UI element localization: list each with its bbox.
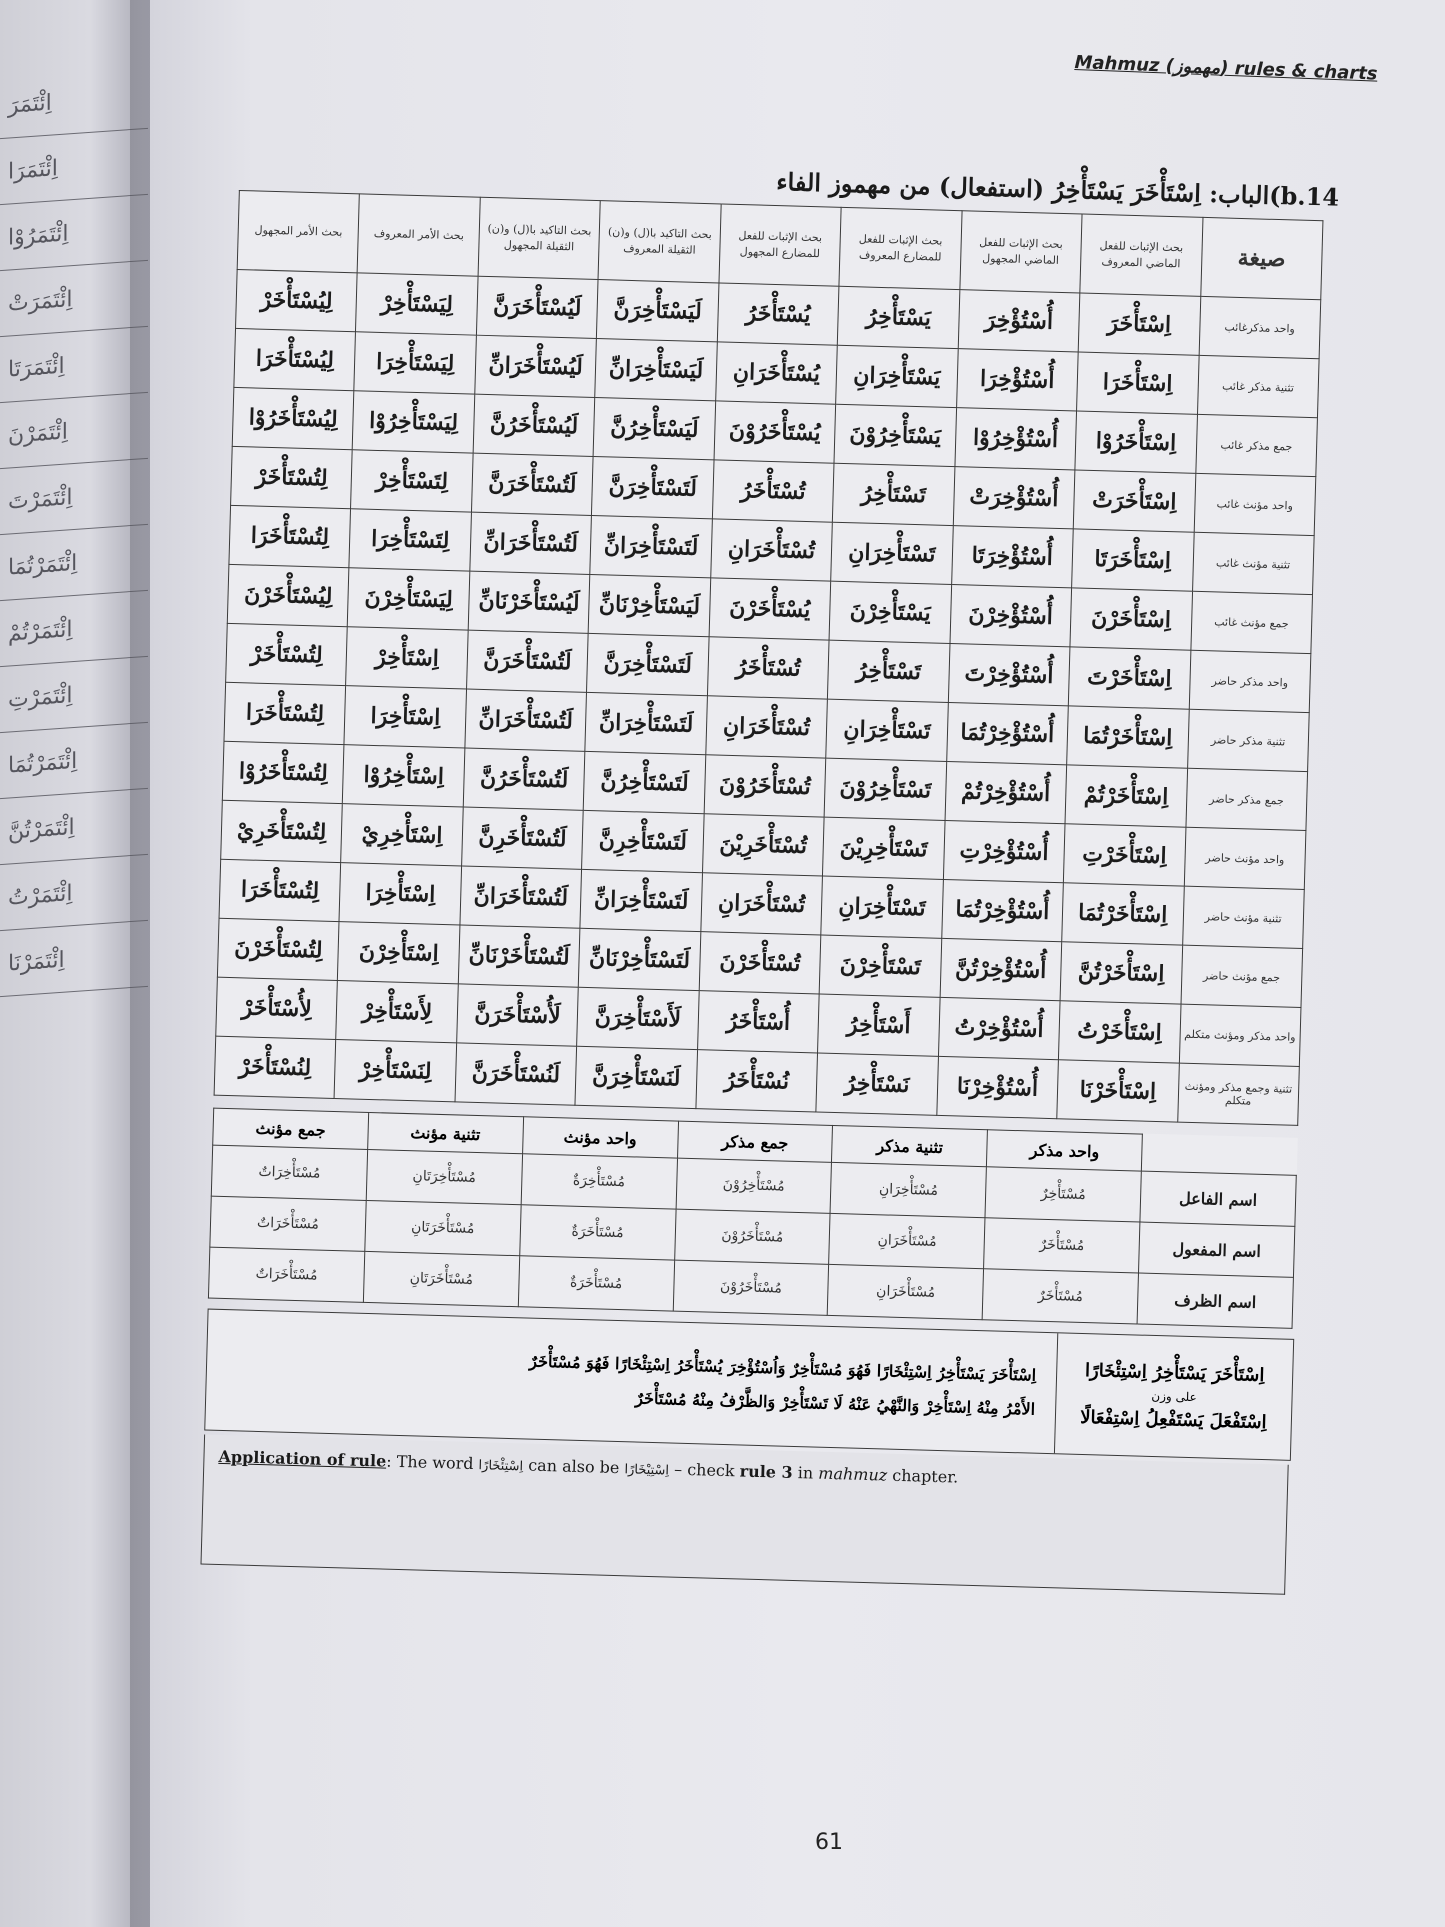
conjugation-cell: تُسْتَأْخَرَانِ: [706, 696, 828, 758]
ala-wazn: على وزن: [1151, 1388, 1197, 1405]
conjugation-cell: اِسْتَأْخَرْتِ: [1063, 824, 1185, 886]
conjugation-cell: لِتُسْتَأْخَرَا: [224, 682, 346, 744]
left-page-word: اِئْتَمَرْتُمَا: [0, 527, 148, 601]
left-page-word: اِئْتَمَرَتْ: [0, 263, 148, 337]
noun-table: [208, 1108, 1298, 1329]
summary-box: [204, 1309, 1294, 1461]
conjugation-cell: تُسْتَأْخَرَانِ: [710, 519, 832, 581]
left-page-word: اِئْتَمَرْنَ: [0, 395, 148, 469]
conjugation-cell: تَسْتَأْخِرِيْنَ: [823, 817, 945, 879]
rule-text-4: in: [797, 1463, 814, 1483]
conjugation-cell: أُسْتُؤْخِرَتَا: [951, 526, 1073, 588]
rule-arabic-2: اِسْتِيْخَارًا: [624, 1462, 670, 1479]
conjugation-cell: لَتُسْتَأْخَرْنَانِّ: [458, 925, 580, 987]
conjugation-cell: اِسْتَأْخِرُوْا: [343, 745, 465, 807]
column-header: بحث الأمر المجهول: [237, 190, 360, 272]
row-label: تثنية مذكر غائب: [1197, 355, 1319, 417]
conjugation-cell: أُسْتُؤْخِرْتُمَا: [946, 702, 1068, 764]
conjugation-cell: لِنُسْتَأْخَرْ: [214, 1036, 336, 1098]
row-label: اسم المفعول: [1139, 1222, 1295, 1277]
conjugation-cell: لِيُسْتَأْخَرُوْا: [232, 387, 354, 449]
conjugation-cell: اِسْتَأْخِرْنَ: [338, 922, 460, 984]
conjugation-cell: لَيُسْتَأْخَرُنَّ: [473, 394, 595, 456]
column-header: بحث الإثبات للفعل الماضي المعروف: [1080, 214, 1203, 296]
conjugation-cell: لِيُسْتَأْخَرْنَ: [227, 564, 349, 626]
row-label: جمع مذكر حاضر: [1185, 768, 1307, 830]
rule-bold: rule 3: [739, 1461, 793, 1482]
conjugation-cell: لَتَسْتَأْخِرَانِّ: [585, 692, 707, 754]
conjugation-cell: أُسْتُؤْخِرَ: [958, 290, 1080, 352]
conjugation-cell: لِيُسْتَأْخَرْ: [236, 269, 358, 331]
conjugation-cell: لَيَسْتَأْخِرَانِّ: [595, 339, 717, 401]
column-header: واحد مذكر: [987, 1130, 1143, 1171]
conjugation-cell: تَسْتَأْخِرَانِ: [831, 522, 953, 584]
conjugation-cell: اِسْتَأْخَرْتُمَا: [1062, 883, 1184, 945]
conjugation-cell: لِأُسْتَأْخَرْ: [216, 977, 338, 1039]
conjugation-cell: اِسْتَأْخَرُوْا: [1075, 411, 1197, 473]
conjugation-cell: لِيَسْتَأْخِرَا: [354, 332, 476, 394]
left-page-word: اِئْتَمَرْتُمَا: [0, 725, 148, 799]
conjugation-cell: لَتُسْتَأْخَرِنَّ: [461, 807, 583, 869]
conjugation-cell: لَتُسْتَأْخَرَنَّ: [466, 630, 588, 692]
conjugation-cell: يَسْتَأْخِرُ: [837, 286, 959, 348]
conjugation-cell: اِسْتَأْخَرْتُ: [1058, 1001, 1180, 1063]
conjugation-cell: أُسْتُؤْخِرَتْ: [953, 467, 1075, 529]
conjugation-cell: اِسْتَأْخِرِيْ: [341, 804, 463, 866]
book-page: [150, 0, 1445, 1927]
left-page-word: اِئْتَمَرْتِ: [0, 659, 148, 733]
conjugation-cell: لِتُسْتَأْخَرُوْا: [222, 741, 344, 803]
conjugation-cell: لَتُسْتَأْخَرَانِّ: [470, 512, 592, 574]
conjugation-cell: أُسْتَأْخَرُ: [697, 991, 819, 1053]
conjugation-cell: اِسْتَأْخَرْتُنَّ: [1060, 942, 1182, 1004]
conjugation-cell: لَتُسْتَأْخَرَانِّ: [465, 689, 587, 751]
left-page-word: اِئْتَمَرَا: [0, 131, 148, 205]
conjugation-cell: اِسْتَأْخِرَا: [344, 686, 466, 748]
conjugation-cell: لَتَسْتَأْخِرْنَانِّ: [579, 928, 701, 990]
column-header: صيغة: [1200, 217, 1323, 299]
row-label: واحد مذكر ومؤنث متكلم: [1179, 1004, 1301, 1066]
row-label: واحد مؤنث حاضر: [1184, 827, 1306, 889]
noun-cell: مُسْتَأْخَرَاتٌ: [208, 1247, 364, 1302]
conjugation-cell: أُسْتُؤْخِرَا: [956, 349, 1078, 411]
conjugation-cell: لِأَسْتَأْخِرْ: [336, 981, 458, 1043]
conjugation-cell: تَسْتَأْخِرْنَ: [819, 935, 941, 997]
conjugation-cell: لَأُسْتَأْخَرَنَّ: [457, 984, 579, 1046]
noun-cell: مُسْتَأْخَرُوْنَ: [673, 1260, 829, 1315]
noun-cell: مُسْتَأْخِرُوْنَ: [676, 1158, 832, 1213]
conjugation-cell: اِسْتَأْخَرَ: [1078, 293, 1200, 355]
noun-cell: مُسْتَأْخَرٌ: [982, 1269, 1138, 1324]
conjugation-cell: لَتَسْتَأْخِرَنَّ: [592, 456, 714, 518]
conjugation-cell: تُسْتَأْخَرُ: [707, 637, 829, 699]
conjugation-cell: لِتُسْتَأْخَرَا: [219, 859, 341, 921]
row-label: واحد مذكرغائب: [1199, 296, 1321, 358]
column-header: تثنية مؤنث: [367, 1112, 523, 1153]
column-header: بحث التاكيد با(ل) و(ن) الثقيلة المعروف: [598, 201, 721, 283]
row-label: واحد مذكر حاضر: [1189, 650, 1311, 712]
column-header: بحث الأمر المعروف: [358, 194, 481, 276]
conjugation-cell: نَسْتَأْخِرُ: [816, 1053, 938, 1115]
noun-cell: مُسْتَأْخِرَةٌ: [521, 1154, 677, 1209]
wazn-pattern: اِسْتَفْعَلَ يَسْتَفْعِلُ اِسْتِفْعَالًا: [1079, 1406, 1267, 1434]
row-label: تثنية مذكر حاضر: [1187, 709, 1309, 771]
conjugation-cell: أُسْتُؤْخِرْتُ: [938, 997, 1060, 1059]
conjugation-cell: لَيَسْتَأْخِرْنَانِّ: [588, 574, 710, 636]
conjugation-cell: اِسْتَأْخَرَتْ: [1073, 470, 1195, 532]
column-header: جمع مذكر: [677, 1121, 833, 1162]
conjugation-cell: اِسْتَأْخَرْتُمَا: [1067, 706, 1189, 768]
conjugation-cell: لِيَسْتَأْخِرْ: [356, 273, 478, 335]
conjugation-cell: تُسْتَأْخَرِيْنَ: [702, 814, 824, 876]
conjugation-cell: تَسْتَأْخِرُوْنَ: [824, 758, 946, 820]
conjugation-cell: يُسْتَأْخَرُوْنَ: [714, 401, 836, 463]
conjugation-cell: تُسْتَأْخَرْنَ: [699, 932, 821, 994]
noun-cell: مُسْتَأْخَرَانِ: [828, 1264, 984, 1319]
conjugation-cell: لِتُسْتَأْخَرْنَ: [217, 918, 339, 980]
left-page-word: اِئْتَمَرَ: [0, 65, 148, 139]
row-label: تثنية مؤنث حاضر: [1182, 886, 1304, 948]
conjugation-cell: أُسْتُؤْخِرْتَ: [948, 644, 1070, 706]
noun-cell: مُسْتَأْخَرَتَانِ: [363, 1251, 519, 1306]
left-page-words: [0, 0, 150, 1600]
noun-cell: مُسْتَأْخَرَةٌ: [518, 1256, 674, 1311]
conjugation-cell: لِتَسْتَأْخِرْ: [351, 450, 473, 512]
left-page-word: اِئْتَمَرْتُ: [0, 857, 148, 931]
column-header: بحث الإثبات للفعل الماضي المجهول: [960, 211, 1083, 293]
conjugation-cell: أُسْتُؤْخِرْنَا: [936, 1056, 1058, 1118]
conjugation-cell: تَسْتَأْخِرَانِ: [826, 699, 948, 761]
noun-cell: مُسْتَأْخَرَتَانِ: [365, 1200, 521, 1255]
chapter-title: 14.b)الباب: اِسْتَأْخَرَ يَسْتَأْخِرُ (استفعال) من مهموز الفاء: [775, 166, 1340, 212]
noun-cell: مُسْتَأْخِرَتَانِ: [366, 1149, 522, 1204]
page-content: [200, 150, 1339, 1595]
left-page-word: اِئْتَمَرْتُنَّ: [0, 791, 148, 865]
column-header: جمع مؤنث: [213, 1108, 369, 1149]
conjugation-cell: لَتَسْتَأْخِرَنَّ: [587, 633, 709, 695]
conjugation-cell: يُسْتَأْخَرَانِ: [715, 342, 837, 404]
conjugation-cell: أُسْتُؤْخِرُوْا: [955, 408, 1077, 470]
conjugation-cell: اِسْتَأْخَرْنَا: [1057, 1060, 1179, 1122]
conjugation-cell: أُسْتُؤْخِرْتُنَّ: [940, 938, 1062, 1000]
conjugation-cell: لِيَسْتَأْخِرُوْا: [353, 391, 475, 453]
conjugation-cell: لِتَسْتَأْخِرَا: [349, 509, 471, 571]
conjugation-cell: أُسْتُؤْخِرْتُمَا: [941, 879, 1063, 941]
conjugation-cell: تُسْتَأْخَرُ: [712, 460, 834, 522]
noun-cell: مُسْتَأْخِرَانِ: [830, 1162, 986, 1217]
conjugation-cell: اِسْتَأْخَرْتَ: [1068, 647, 1190, 709]
conjugation-cell: لِتُسْتَأْخَرْ: [231, 446, 353, 508]
conjugation-cell: أُسْتُؤْخِرْتُمْ: [945, 761, 1067, 823]
conjugation-cell: يُسْتَأْخَرْنَ: [709, 578, 831, 640]
column-header: بحث الإثبات للفعل للمضارع المعروف: [839, 207, 962, 289]
summary-line-2: الأَمْرُ مِنْهُ اِسْتَأْخِرْ وَالنَّهْيُ عَنْهُ لَا تَسْتَأْخِرْ وَالظَّرْفُ مِنْهُ مُسْتَأْخَرٌ: [635, 1388, 1036, 1419]
conjugation-cell: أُسْتُؤْخِرْتِ: [943, 820, 1065, 882]
conjugation-cell: لِتُسْتَأْخَرْ: [226, 623, 348, 685]
row-label: جمع مؤنث حاضر: [1181, 945, 1303, 1007]
conjugation-cell: لَنَسْتَأْخِرَنَّ: [575, 1046, 697, 1108]
noun-cell: مُسْتَأْخَرٌ: [984, 1218, 1140, 1273]
column-header: واحد مؤنث: [522, 1117, 678, 1158]
running-title: Mahmuz (مهموز) rules & charts: [1074, 52, 1378, 85]
conjugation-cell: لَتَسْتَأْخِرِنَّ: [582, 810, 704, 872]
conjugation-cell: تَسْتَأْخِرُ: [828, 640, 950, 702]
conjugation-cell: تَسْتَأْخِرَانِ: [821, 876, 943, 938]
column-header: بحث التاكيد با(ل) و(ن) الثقيلة المجهول: [478, 197, 601, 279]
conjugation-cell: اِسْتَأْخَرْتُمْ: [1065, 765, 1187, 827]
noun-cell: مُسْتَأْخَرَانِ: [829, 1213, 985, 1268]
conjugation-cell: لَتُسْتَأْخَرُنَّ: [463, 748, 585, 810]
conjugation-cell: لَنُسْتَأْخَرَنَّ: [455, 1043, 577, 1105]
conjugation-cell: أَسْتَأْخِرُ: [818, 994, 940, 1056]
left-page-word: اِئْتَمَرْنَا: [0, 923, 148, 997]
conjugation-cell: لَتُسْتَأْخَرَانِّ: [460, 866, 582, 928]
rule-text-1: : The word: [386, 1451, 474, 1474]
conjugation-cell: أُسْتُؤْخِرْنَ: [950, 585, 1072, 647]
column-header: تثنية مذكر: [832, 1125, 988, 1166]
conjugation-cell: يَسْتَأْخِرَانِ: [836, 345, 958, 407]
blank-header: [1141, 1134, 1297, 1175]
column-header: بحث الإثبات للفعل للمضارع المجهول: [719, 204, 842, 286]
row-label: جمع مؤنث غائب: [1190, 591, 1312, 653]
noun-cell: مُسْتَأْخَرُوْنَ: [674, 1209, 830, 1264]
conjugation-cell: لِتُسْتَأْخَرِيْ: [221, 800, 343, 862]
rule-box: [200, 1434, 1288, 1594]
left-page-word: اِئْتَمَرْتُمْ: [0, 593, 148, 667]
row-label: تثنية مؤنث غائب: [1192, 532, 1314, 594]
rule-italic: mahmuz: [818, 1463, 888, 1485]
row-label: اسم الفاعل: [1140, 1171, 1296, 1226]
conjugation-cell: لِيُسْتَأْخَرَا: [234, 328, 356, 390]
conjugation-cell: لَتُسْتَأْخَرَنَّ: [471, 453, 593, 515]
conjugation-cell: تُسْتَأْخَرُوْنَ: [704, 755, 826, 817]
conjugation-cell: لِيَسْتَأْخِرْنَ: [348, 568, 470, 630]
noun-cell: مُسْتَأْخِرَاتٌ: [211, 1145, 367, 1200]
rule-arabic-1: اِسْتِئْخَارًا: [478, 1458, 524, 1475]
conjugation-cell: لَيَسْتَأْخِرُنَّ: [593, 398, 715, 460]
conjugation-cell: اِسْتَأْخِرَا: [339, 863, 461, 925]
summary-text: [205, 1310, 1057, 1454]
rule-text-2: can also be: [527, 1455, 620, 1478]
rule-text-5: chapter.: [892, 1465, 959, 1487]
noun-cell: مُسْتَأْخَرَاتٌ: [210, 1196, 366, 1251]
row-label: تثنية وجمع مذكر ومؤنث متكلم: [1177, 1063, 1299, 1125]
row-label: جمع مذكر غائب: [1195, 414, 1317, 476]
summary-line-1: اِسْتَأْخَرَ يَسْتَأْخِرُ اِسْتِئْخَارًا فَهُوَ مُسْتَأْخِرٌ وَاُسْتُؤْخِرَ يُسْتَأْخَرُ اِسْتِئْخَارًا فَهُوَ مُسْتَأْخَرٌ: [529, 1351, 1037, 1385]
conjugation-cell: نُسْتَأْخَرُ: [696, 1050, 818, 1112]
conjugation-cell: يَسْتَأْخِرْنَ: [829, 581, 951, 643]
conjugation-cell: لَأَسْتَأْخِرَنَّ: [577, 987, 699, 1049]
conjugation-cell: لِتُسْتَأْخَرَا: [229, 505, 351, 567]
left-page-word: اِئْتَمَرَتَا: [0, 329, 148, 403]
conjugation-cell: لَيَسْتَأْخِرَنَّ: [597, 280, 719, 342]
conjugation-cell: اِسْتَأْخَرَتَا: [1072, 529, 1194, 591]
conjugation-cell: لِنَسْتَأْخِرْ: [334, 1040, 456, 1102]
conjugation-cell: اِسْتَأْخَرْنَ: [1070, 588, 1192, 650]
conjugation-cell: لَتَسْتَأْخِرَانِّ: [590, 515, 712, 577]
conjugation-cell: لَتَسْتَأْخِرَانِّ: [580, 869, 702, 931]
page-number: 61: [815, 1830, 843, 1855]
conjugation-table: [214, 190, 1324, 1126]
conjugation-cell: لَتَسْتَأْخِرُنَّ: [584, 751, 706, 813]
noun-cell: مُسْتَأْخِرٌ: [985, 1167, 1141, 1222]
noun-cell: مُسْتَأْخَرَةٌ: [519, 1205, 675, 1260]
conjugation-cell: يَسْتَأْخِرُوْنَ: [834, 404, 956, 466]
conjugation-cell: يُسْتَأْخَرُ: [717, 283, 839, 345]
rule-label: Application of rule: [218, 1446, 387, 1471]
rule-text-3: – check: [668, 1459, 735, 1481]
conjugation-cell: تُسْتَأْخَرَانِ: [701, 873, 823, 935]
conjugation-cell: اِسْتَأْخَرَا: [1077, 352, 1199, 414]
conjugation-cell: تَسْتَأْخِرُ: [833, 463, 955, 525]
row-label: اسم الظرف: [1137, 1273, 1293, 1328]
verb-forms: اِسْتَأْخَرَ يَسْتَأْخِرُ اِسْتِئْخَارًا: [1084, 1360, 1265, 1387]
conjugation-cell: لَيُسْتَأْخَرَنَّ: [476, 276, 598, 338]
conjugation-cell: لَيُسْتَأْخَرْنَانِّ: [468, 571, 590, 633]
conjugation-cell: لَيُسْتَأْخَرَانِّ: [475, 335, 597, 397]
conjugation-cell: اِسْتَأْخِرْ: [346, 627, 468, 689]
left-page-word: اِئْتَمَرْتَ: [0, 461, 148, 535]
left-page-edge: [0, 0, 150, 1927]
row-label: واحد مؤنث غائب: [1194, 473, 1316, 535]
left-page-word: اِئْتَمَرُوْا: [0, 197, 148, 271]
wazn-box: [1054, 1333, 1293, 1460]
